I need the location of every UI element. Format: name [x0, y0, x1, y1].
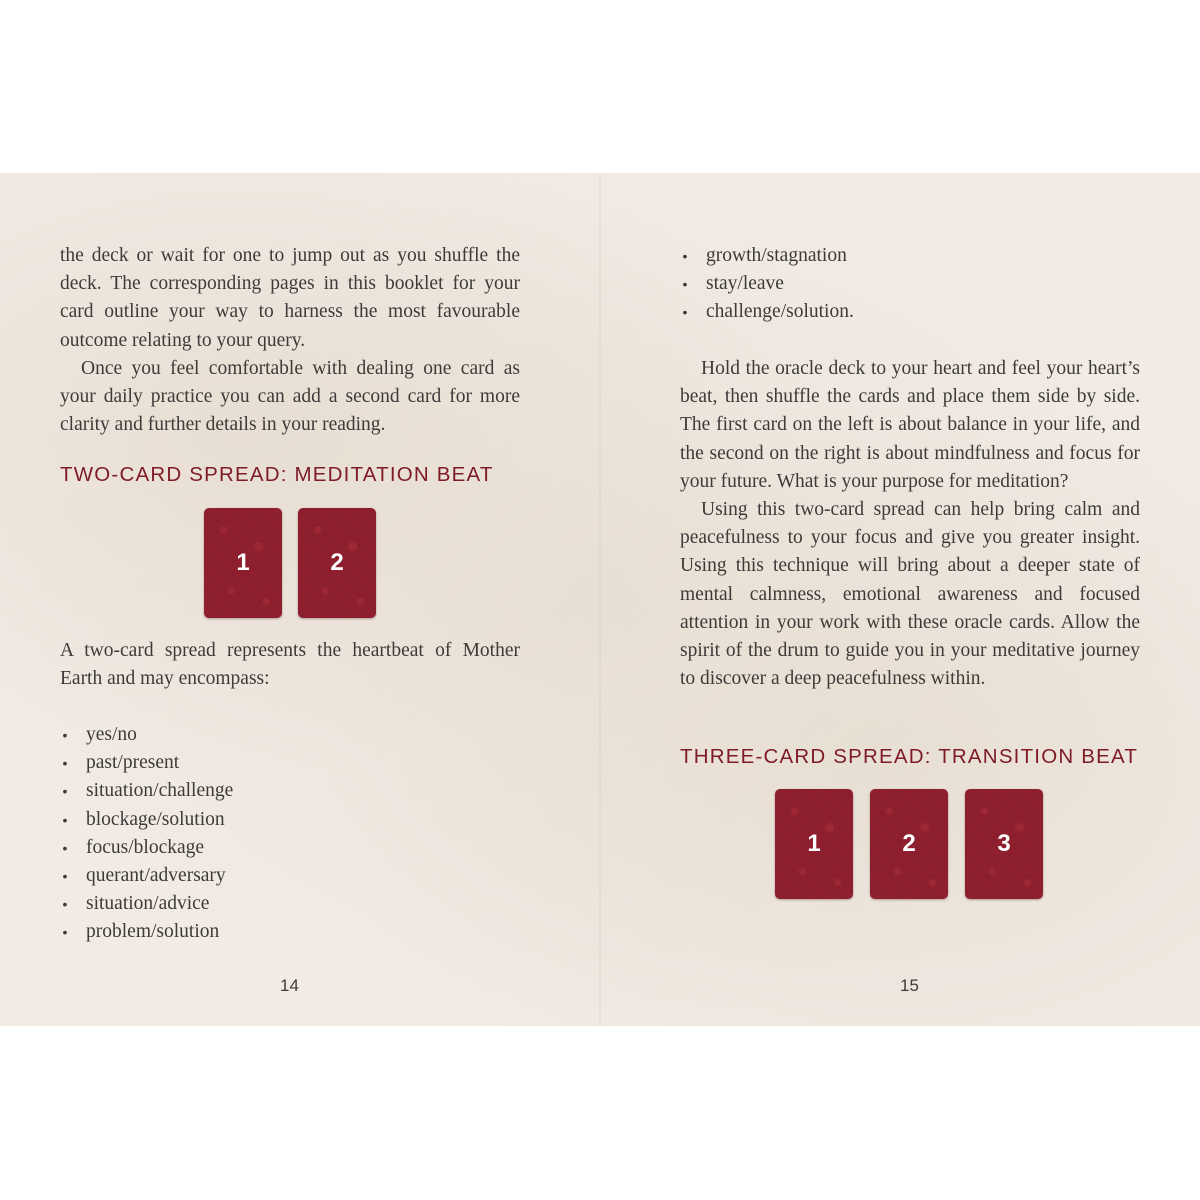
page-number-left: 14 [280, 976, 299, 995]
two-card-spread-list [60, 721, 460, 947]
list-item: • past/present [60, 749, 460, 777]
list-item: • growth/stagnation [680, 242, 1080, 270]
left-page [0, 173, 600, 1026]
three-card-spread-heading: THREE-CARD SPREAD: TRANSITION BEAT [680, 745, 1139, 768]
two-card-spread-list-continued [680, 242, 1080, 327]
card-number: 1 [236, 549, 250, 576]
bullet-icon: • [62, 839, 68, 856]
left-spread-description [60, 637, 520, 693]
spread-card-2 [870, 789, 948, 899]
card-number: 2 [902, 830, 916, 857]
bullet-icon: • [62, 755, 68, 772]
spread-card-1 [204, 508, 282, 618]
right-page [600, 173, 1200, 1026]
card-number: 3 [997, 830, 1011, 857]
bullet-icon: • [62, 924, 68, 941]
list-item: • querant/adversary [60, 862, 460, 890]
booklet-spread [0, 173, 1200, 1026]
list-item: • yes/no [60, 721, 460, 749]
bullet-icon: • [62, 868, 68, 885]
card-number: 2 [330, 549, 344, 576]
spread-card-3 [965, 789, 1043, 899]
list-item: • situation/challenge [60, 777, 460, 805]
bullet-icon: • [62, 783, 68, 800]
list-item: • stay/leave [680, 270, 1080, 298]
list-item: • problem/solution [60, 918, 460, 946]
spread-card-2 [298, 508, 376, 618]
left-intro-text [60, 242, 520, 439]
left-paragraph-1: the deck or wait for one to jump out as you shuffle the deck. The corresponding pages in this booklet for your card outline your way to harness the most favourable outcome relating to your query. [60, 245, 520, 351]
left-paragraph-3: A two-card spread represents the heartbeat of Mother Earth and may encompass: [60, 640, 520, 690]
two-card-spread-heading: TWO-CARD SPREAD: MEDITATION BEAT [60, 463, 494, 486]
left-paragraph-2: Once you feel comfortable with dealing one card as your daily practice you can add a second card for more clarity and further details in your reading. [60, 357, 520, 436]
list-item: • blockage/solution [60, 806, 460, 834]
right-body-text [680, 355, 1140, 693]
bullet-icon: • [682, 276, 688, 293]
bullet-icon: • [62, 811, 68, 828]
card-number: 1 [807, 830, 821, 857]
list-item: • focus/blockage [60, 834, 460, 862]
list-item: • situation/advice [60, 890, 460, 918]
list-item: • challenge/solution. [680, 298, 1080, 326]
bullet-icon: • [62, 727, 68, 743]
bullet-icon: • [682, 304, 688, 321]
bullet-icon: • [62, 896, 68, 913]
right-paragraph-2: Using this two-card spread can help bring calm and peacefulness to your focus and give you greater insight. Using this technique will bring about a deeper state of mental calmness, emotional awareness and focused attention in your work with these oracle cards. Allow the spirit of the drum to guide you in your meditative journey to discover a deep peacefulness within. [680, 499, 1140, 690]
bullet-icon: • [682, 248, 688, 264]
page-number-right: 15 [900, 976, 919, 995]
spread-card-1 [775, 789, 853, 899]
right-paragraph-1: Hold the oracle deck to your heart and feel your heart’s beat, then shuffle the cards and place them side by side. The first card on the left is about balance in your life, and the second on the right is about mindfulness and focus for your future. What is your purpose for meditation? [680, 358, 1140, 492]
